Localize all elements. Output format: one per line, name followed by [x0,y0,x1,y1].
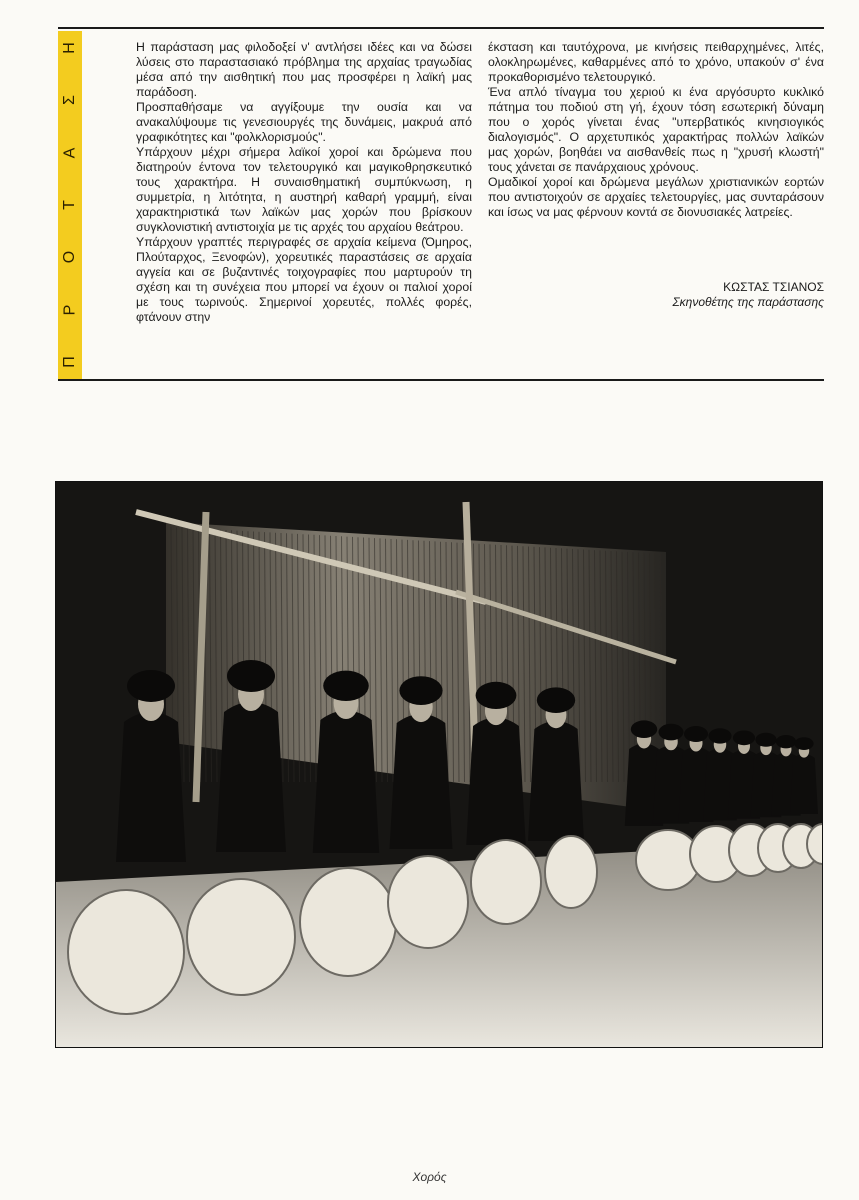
section-letter: Π [61,356,78,368]
photo-illustration [56,482,822,1047]
paragraph: έκσταση και ταυτόχρονα, με κινήσεις πειθαρχημένες, λιτές, ολοκληρωμένες, καθαρμένες από το χρόνο, υπακούν σ' ένα προκαθορισμένο τελετουργικό. [488,40,824,84]
author-name: ΚΩΣΤΑΣ ΤΣΙΑΝΟΣ [723,280,824,294]
section-letter: Ο [60,251,78,264]
article-column-left [136,40,472,325]
paragraph: Προσπαθήσαμε να αγγίξουμε την ουσία και να ανακαλύψουμε τις γενεσιουργές της δυνάμεις, μακρυά από γραφικότητες και "φολκλορισμούς". [136,100,472,144]
section-letter: Σ [60,95,78,106]
bottom-rule [58,379,824,381]
section-title-band [58,31,82,379]
frame-drum [68,890,184,1014]
paragraph: Ομαδικοί χοροί και δρώμενα μεγάλων χριστιανικών εορτών που αντιστοιχούν σε αρχαίες τελετουργίες, μας συνταράσουν και ίσως να μας φέρνουν κοντά σε διονυσιακές λατρείες. [488,175,824,219]
section-letter: Ρ [60,304,78,315]
section-letter: Η [61,42,78,54]
paragraph: Ένα απλό τίναγμα του χεριού κι ένα αργόσυρτο κυκλικό πάτημα του ποδιού στη γή, έχουν τόση εσωτερική δύναμη που ο χορός γίνεται ένας "υπερβατικός κινησιογικός διαλογισμός". Ο αρχετυπικός χαρακτήρας πολλών λαϊκών μας χορών, βοηθάει να αισθανθείς πως η "χρυσή κλωστή" τους χάνεται σε πανάρχαιους χρόνους. [488,85,824,174]
photo-caption: Χορός [412,1170,447,1184]
article-column-right [488,40,824,220]
paragraph: Υπάρχουν γραπτές περιγραφές σε αρχαία κείμενα (Όμηρος, Πλούταρχος, Ξενοφών), χορευτικές παραστάσεις σε αρχαία αγγεία και σε βυζαντινές τοιχογραφίες που μαρτυρούν τη σχέση και τη συνέχεια που μπορεί να έχουν οι παλιοί χοροί με τους τωρινούς. Σημερινοί χορευτές, πολλές φορές, φτάνουν στην [136,235,472,324]
author-signature [600,280,824,310]
top-rule [58,27,824,29]
section-letter: Α [60,147,78,158]
frame-drum [388,856,468,948]
frame-drum [471,840,541,924]
paragraph: Η παράσταση μας φιλοδοξεί ν' αντλήσει ιδέες και να δώσει λύσεις στο παραστασιακό πρόβλημα της αρχαίας τραγωδίας μέσα από την αισθητική που μας προσφέρει η λαϊκή μας παράδοση. [136,40,472,99]
frame-drum [187,879,295,995]
author-role: Σκηνοθέτης της παράστασης [672,295,824,309]
frame-drum [300,868,396,976]
frame-drum [545,836,597,908]
paragraph: Υπάρχουν μέχρι σήμερα λαϊκοί χοροί και δρώμενα που διατηρούν έντονα τον τελετουργικό και μαγικοθρησκευτικό τους χαρακτήρα. Η συναισθηματική συμπύκνωση, η συμμετρία, η λιτότητα, η αυστηρή καθαρή γραμμή, είναι χαρακτηριστικά των λαϊκών μας χορών που βρίσκουν συγκλονιστική αντιστοιχία με τις αρχές του αρχαίου θεάτρου. [136,145,472,234]
section-letter: Τ [61,200,78,210]
performance-photo [55,481,823,1048]
